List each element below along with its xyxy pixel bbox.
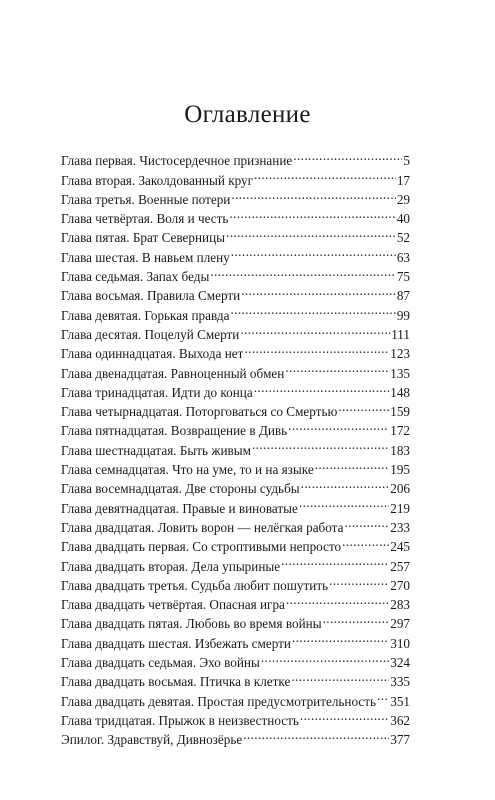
toc-entry-page-number: 195 bbox=[390, 462, 410, 478]
toc-dot-leader bbox=[229, 300, 395, 319]
toc-entry-title: Глава двадцать третья. Судьба любит пошутить bbox=[61, 577, 329, 593]
toc-dot-leader bbox=[239, 320, 390, 339]
toc-entry-page-number: 123 bbox=[390, 346, 410, 362]
toc-dot-leader bbox=[328, 571, 389, 590]
toc-entry-page-number: 29 bbox=[396, 191, 410, 207]
toc-dot-leader bbox=[343, 513, 389, 532]
toc-entry-title: Глава третья. Военные потери bbox=[61, 191, 231, 207]
toc-entry-title: Глава тридцатая. Прыжок в неизвестность bbox=[61, 712, 299, 728]
toc-entry-page-number: 219 bbox=[390, 500, 410, 516]
toc-dot-leader bbox=[230, 242, 396, 261]
toc-dot-leader bbox=[290, 667, 389, 686]
toc-entry-page-number: 52 bbox=[396, 230, 410, 246]
toc-entry-page-number: 135 bbox=[390, 365, 410, 381]
toc-dot-leader bbox=[314, 455, 390, 474]
toc-entry-page-number: 324 bbox=[390, 655, 410, 671]
toc-entry-title: Глава двадцать седьмая. Эхо войны bbox=[61, 655, 260, 671]
toc-entry-title: Глава двадцать вторая. Дела упыриные bbox=[61, 558, 281, 574]
toc-dot-leader bbox=[341, 532, 389, 551]
toc-entry-title: Глава пятнадцатая. Возвращение в Дивь bbox=[61, 423, 288, 439]
toc-dot-leader bbox=[230, 185, 395, 204]
toc-entry-page-number: 257 bbox=[390, 558, 410, 574]
toc-entry-title: Глава шестая. В навьем плену bbox=[61, 249, 230, 265]
toc-entry-title: Глава первая. Чистосердечное признание bbox=[61, 153, 293, 169]
toc-entry-title: Глава восьмая. Правила Смерти bbox=[61, 288, 241, 304]
toc-dot-leader bbox=[253, 165, 396, 184]
toc-dot-leader bbox=[209, 262, 395, 281]
toc-dot-leader bbox=[284, 358, 389, 377]
toc-entry-page-number: 377 bbox=[390, 732, 410, 748]
toc-entry bbox=[61, 146, 410, 169]
toc-entry-page-number: 297 bbox=[390, 616, 410, 632]
toc-entry-title: Глава четырнадцатая. Поторговаться со Смертью bbox=[61, 404, 338, 420]
toc-entry-page-number: 206 bbox=[390, 481, 410, 497]
toc-dot-leader bbox=[322, 609, 390, 628]
toc-entry-page-number: 233 bbox=[390, 519, 410, 535]
toc-entry-title: Глава двадцатая. Ловить ворон — нелёгкая работа bbox=[61, 519, 344, 535]
toc-dot-leader bbox=[242, 725, 389, 744]
toc-dot-leader bbox=[298, 493, 389, 512]
toc-dot-leader bbox=[253, 378, 389, 397]
toc-entry-page-number: 183 bbox=[390, 442, 410, 458]
toc-dot-leader bbox=[225, 223, 396, 242]
toc-entry-title: Глава шестнадцатая. Быть живым bbox=[61, 442, 251, 458]
toc-dot-leader bbox=[291, 628, 389, 647]
toc-dot-leader bbox=[228, 204, 395, 223]
toc-entry-title: Глава восемнадцатая. Две стороны судьбы bbox=[61, 481, 300, 497]
toc-entry-title: Глава двадцать шестая. Избежать смерти bbox=[61, 635, 291, 651]
toc-entry-page-number: 283 bbox=[390, 597, 410, 613]
toc-dot-leader bbox=[243, 339, 389, 358]
toc-entry-title: Глава двадцать пятая. Любовь во время войны bbox=[61, 616, 322, 632]
toc-entry-title: Глава седьмая. Запах беды bbox=[61, 269, 210, 285]
toc-entry-title: Глава двадцать восьмая. Птичка в клетке bbox=[61, 674, 291, 690]
toc-entry-page-number: 99 bbox=[396, 307, 410, 323]
toc-entry-page-number: 87 bbox=[396, 288, 410, 304]
toc-entry-page-number: 335 bbox=[390, 674, 410, 690]
toc-entry-page-number: 172 bbox=[390, 423, 410, 439]
toc-entry-page-number: 270 bbox=[390, 577, 410, 593]
toc-entry-page-number: 310 bbox=[390, 635, 410, 651]
toc-entry-title: Глава вторая. Заколдованный круг bbox=[61, 172, 254, 188]
toc-entry-title: Глава семнадцатая. Что на уме, то и на языке bbox=[61, 462, 314, 478]
toc-entry-title: Глава девятнадцатая. Правые и виноватые bbox=[61, 500, 298, 516]
toc-entry-page-number: 40 bbox=[396, 211, 410, 227]
toc-dot-leader bbox=[300, 474, 390, 493]
toc-entry-page-number: 351 bbox=[390, 693, 410, 709]
table-of-contents bbox=[61, 146, 410, 748]
toc-entry-page-number: 5 bbox=[403, 153, 410, 169]
toc-dot-leader bbox=[260, 648, 389, 667]
toc-dot-leader bbox=[285, 590, 389, 609]
toc-entry-title: Глава девятая. Горькая правда bbox=[61, 307, 230, 323]
toc-dot-leader bbox=[240, 281, 396, 300]
toc-entry-page-number: 111 bbox=[391, 326, 410, 342]
toc-entry-title: Глава пятая. Брат Северницы bbox=[61, 230, 226, 246]
toc-entry-title: Глава двадцать первая. Со строптивыми непросто bbox=[61, 539, 342, 555]
toc-entry-page-number: 245 bbox=[390, 539, 410, 555]
toc-dot-leader bbox=[292, 146, 402, 165]
toc-entry-page-number: 63 bbox=[396, 249, 410, 265]
toc-dot-leader bbox=[299, 706, 389, 725]
toc-entry-title: Глава десятая. Поцелуй Смерти bbox=[61, 326, 240, 342]
toc-entry-page-number: 17 bbox=[396, 172, 410, 188]
toc-entry-title: Глава четвёртая. Воля и честь bbox=[61, 211, 229, 227]
toc-entry-page-number: 148 bbox=[390, 384, 410, 400]
toc-dot-leader bbox=[376, 686, 389, 705]
toc-dot-leader bbox=[251, 435, 389, 454]
toc-entry-title: Глава двадцать четвёртая. Опасная игра bbox=[61, 597, 285, 613]
toc-entry-title: Глава двенадцатая. Равноценный обмен bbox=[61, 365, 285, 381]
toc-entry-title: Глава тринадцатая. Идти до конца bbox=[61, 384, 253, 400]
toc-entry-page-number: 75 bbox=[396, 269, 410, 285]
page-title: Оглавление bbox=[184, 101, 311, 128]
toc-entry-title: Глава двадцать девятая. Простая предусмотрительность bbox=[61, 693, 377, 709]
toc-entry-page-number: 362 bbox=[390, 712, 410, 728]
toc-dot-leader bbox=[280, 551, 389, 570]
toc-entry-title: Глава одиннадцатая. Выхода нет bbox=[61, 346, 244, 362]
toc-entry-page-number: 159 bbox=[390, 404, 410, 420]
toc-dot-leader bbox=[337, 397, 389, 416]
toc-entry-title: Эпилог. Здравствуй, Дивнозёрье bbox=[61, 732, 243, 748]
toc-dot-leader bbox=[287, 416, 389, 435]
